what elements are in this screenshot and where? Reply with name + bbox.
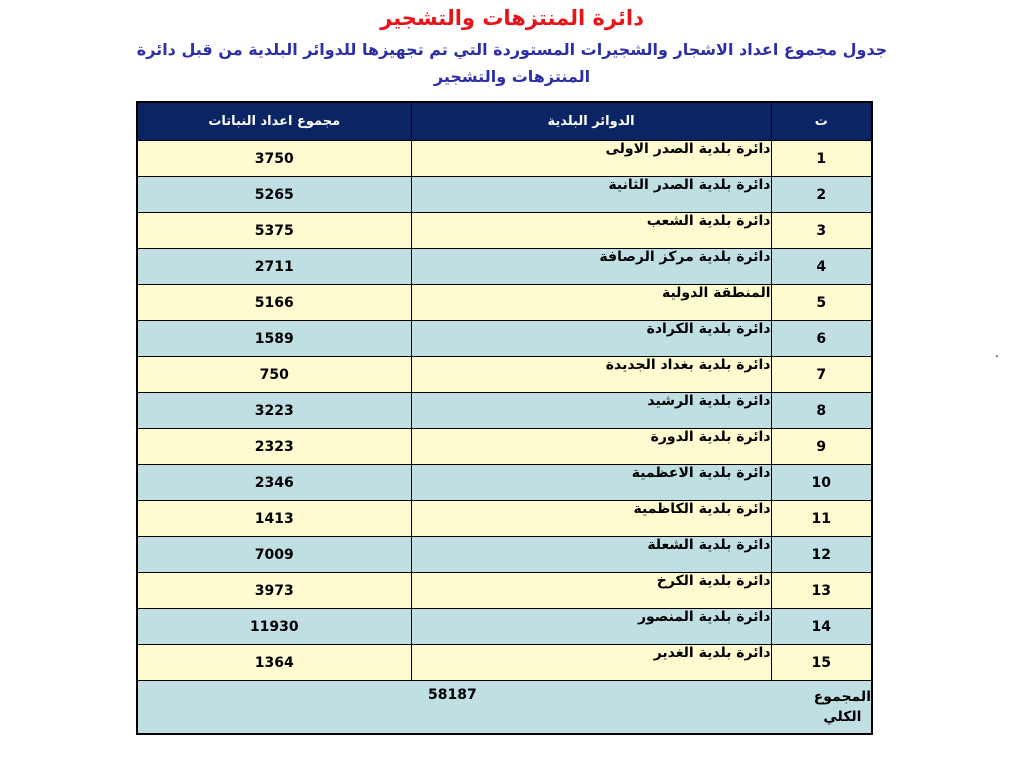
total-row bbox=[137, 681, 872, 735]
municipality-name: دائرة بلدية الكاظمية bbox=[411, 501, 771, 537]
municipality-name: دائرة بلدية الرشيد bbox=[411, 393, 771, 429]
plant-count: 11930 bbox=[137, 609, 411, 645]
row-number: 7 bbox=[771, 357, 872, 393]
total-label-line1: المجموع bbox=[813, 689, 871, 705]
total-value: 58187 bbox=[138, 687, 591, 727]
table-row bbox=[137, 141, 872, 177]
page-title: دائرة المنتزهات والتشجير bbox=[380, 6, 644, 30]
table-row bbox=[137, 213, 872, 249]
municipality-name: دائرة بلدية الكرادة bbox=[411, 321, 771, 357]
municipality-name: دائرة بلدية الصدر الثانية bbox=[411, 177, 771, 213]
table-header-row bbox=[137, 102, 872, 141]
plants-table bbox=[136, 101, 873, 735]
plant-count: 3223 bbox=[137, 393, 411, 429]
municipality-name: دائرة بلدية الكرخ bbox=[411, 573, 771, 609]
municipality-name: دائرة بلدية الشعلة bbox=[411, 537, 771, 573]
municipality-name: دائرة بلدية الاعظمية bbox=[411, 465, 771, 501]
plant-count: 750 bbox=[137, 357, 411, 393]
table-row bbox=[137, 249, 872, 285]
table-row bbox=[137, 177, 872, 213]
stray-dot: . bbox=[995, 346, 999, 360]
table-row bbox=[137, 537, 872, 573]
total-cell bbox=[137, 681, 872, 735]
row-number: 8 bbox=[771, 393, 872, 429]
municipality-name: دائرة بلدية المنصور bbox=[411, 609, 771, 645]
municipality-name: دائرة بلدية الشعب bbox=[411, 213, 771, 249]
row-number: 15 bbox=[771, 645, 872, 681]
table-row bbox=[137, 501, 872, 537]
plant-count: 2323 bbox=[137, 429, 411, 465]
table-row bbox=[137, 285, 872, 321]
total-label bbox=[791, 687, 871, 727]
table-row bbox=[137, 357, 872, 393]
row-number: 3 bbox=[771, 213, 872, 249]
table-body bbox=[137, 141, 872, 681]
total-label-line2: الكلي bbox=[823, 709, 862, 725]
plant-count: 5375 bbox=[137, 213, 411, 249]
table-row bbox=[137, 321, 872, 357]
row-number: 6 bbox=[771, 321, 872, 357]
table-row bbox=[137, 429, 872, 465]
municipality-name: دائرة بلدية الصدر الاولى bbox=[411, 141, 771, 177]
municipality-name: المنطقة الدولية bbox=[411, 285, 771, 321]
row-number: 10 bbox=[771, 465, 872, 501]
table-row bbox=[137, 573, 872, 609]
row-number: 13 bbox=[771, 573, 872, 609]
municipality-name: دائرة بلدية الدورة bbox=[411, 429, 771, 465]
plant-count: 5166 bbox=[137, 285, 411, 321]
municipality-name: دائرة بلدية بغداد الجديدة bbox=[411, 357, 771, 393]
plant-count: 1589 bbox=[137, 321, 411, 357]
table-row bbox=[137, 393, 872, 429]
column-header-plant-count: مجموع اعداد النباتات bbox=[137, 102, 411, 141]
table-row bbox=[137, 609, 872, 645]
plant-count: 7009 bbox=[137, 537, 411, 573]
row-number: 12 bbox=[771, 537, 872, 573]
plant-count: 5265 bbox=[137, 177, 411, 213]
plant-count: 2346 bbox=[137, 465, 411, 501]
row-number: 14 bbox=[771, 609, 872, 645]
plant-count: 3973 bbox=[137, 573, 411, 609]
row-number: 11 bbox=[771, 501, 872, 537]
row-number: 2 bbox=[771, 177, 872, 213]
column-header-number: ت bbox=[771, 102, 872, 141]
plant-count: 2711 bbox=[137, 249, 411, 285]
row-number: 1 bbox=[771, 141, 872, 177]
municipality-name: دائرة بلدية مركز الرصافة bbox=[411, 249, 771, 285]
municipality-name: دائرة بلدية الغدير bbox=[411, 645, 771, 681]
row-number: 4 bbox=[771, 249, 872, 285]
table-row bbox=[137, 465, 872, 501]
page-subtitle: جدول مجموع اعداد الاشجار والشجيرات المستوردة التي تم تجهيزها للدوائر البلدية من قبل دائرة المنتزهات والتشجير bbox=[136, 40, 888, 86]
column-header-municipality: الدوائر البلدية bbox=[411, 102, 771, 141]
plant-count: 3750 bbox=[137, 141, 411, 177]
table-row bbox=[137, 645, 872, 681]
plant-count: 1364 bbox=[137, 645, 411, 681]
row-number: 5 bbox=[771, 285, 872, 321]
row-number: 9 bbox=[771, 429, 872, 465]
plant-count: 1413 bbox=[137, 501, 411, 537]
